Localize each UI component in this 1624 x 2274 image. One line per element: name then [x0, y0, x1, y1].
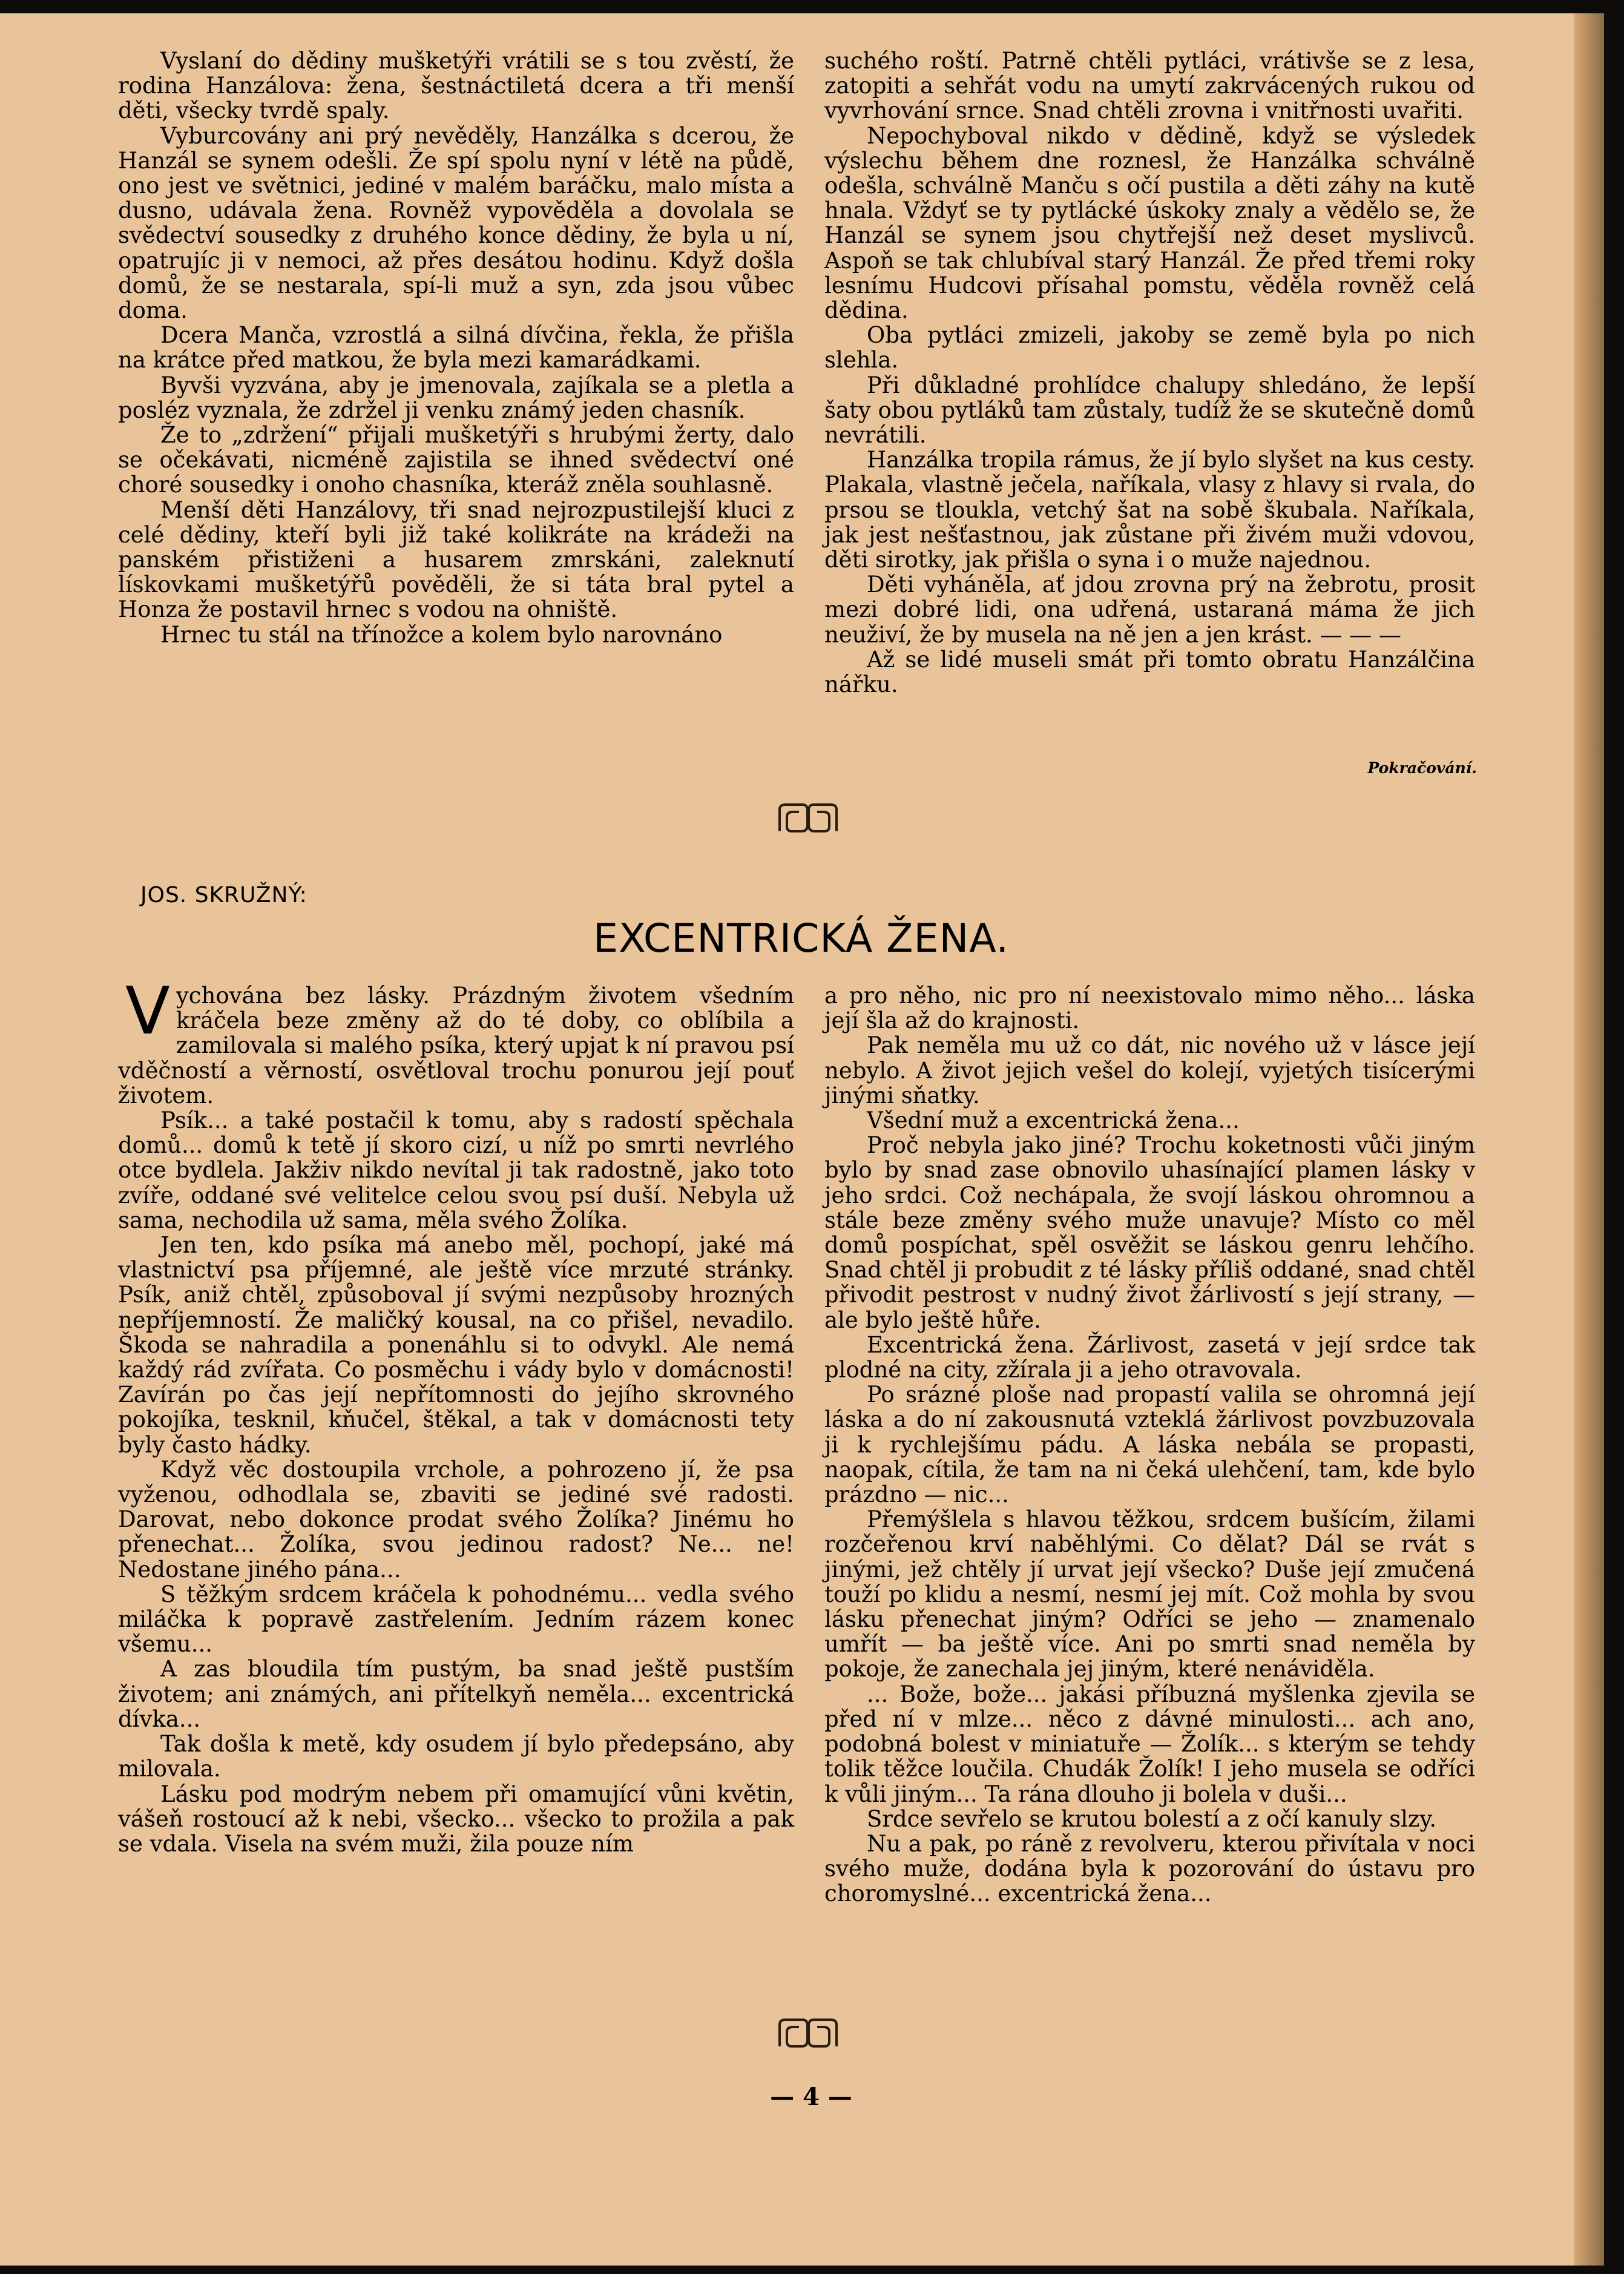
paragraph: Při důkladné prohlídce chalupy shledáno, že lepší šaty obou pytláků tam zůstaly, tudíž že se skutečně domů nevrátili. [824, 372, 1475, 449]
article-left-column [118, 974, 794, 1857]
continued-note: Pokračování. [1367, 759, 1477, 777]
paragraph: Až se lidé museli smát při tomto obratu Hanzálčina nářku. [824, 646, 1475, 698]
paragraph: Proč nebyla jako jiné? Trochu koketnosti vůči jiným bylo by snad zase obnovilo uhasínající plamen lásky v jeho srdci. Což nechápala, že svojí láskou ohromnou a stále beze změny svého muže unavuje? Místo co měl domů pospíchat, spěl osvěžit se láskou genru lehčího. Snad chtěl ji probudit z té lásky příliš oddané, snad chtěl přivodit pestrost v nudný život žárlivostí s její strany, — ale bylo ještě hůře. [824, 1132, 1475, 1333]
paragraph: Excentrická žena. Žárlivost, zasetá v její srdce tak plodné na city, zžírala ji a jeho otravovala. [824, 1331, 1475, 1383]
paragraph: Jen ten, kdo psíka má anebo měl, pochopí, jaké má vlastnictví psa příjemné, ale ještě více mrzuté stránky. Psík, aniž chtěl, způsoboval jí svými nezpůsoby hrozných nepříjemností. Že maličký kousal, na co přišel, nevadilo. Škoda se nahradila a ponenáhlu si to odvykl. Ale nemá každý rád zvířata. Co posměchu i vády bylo v domácnosti! Zavírán po čas její nepřítomnosti do jejího skrovného pokojíka, tesknil, kňučel, štěkal, a tak v domácnosti tety byly často hádky. [118, 1232, 794, 1458]
paragraph: Nepochyboval nikdo v dědině, když se výsledek výslechu během dne roznesl, že Hanzálka schválně odešla, schválně Manču s očí pustila a děti záhy na kutě hnala. Vždyť se ty pytlácké úskoky znaly a vědělo se, že Hanzál se synem jsou chytřejší než deset myslivců. Aspoň se tak chlubíval starý Hanzál. Že před třemi roky lesnímu Hudcovi přísahal pomstu, věděla rovněž celá dědina. [824, 122, 1475, 324]
paragraph: Po srázné ploše nad propastí valila se ohromná její láska a do ní zakousnutá vzteklá žárlivost povzbuzovala ji k rychlejšímu pádu. A láska nebála se propasti, naopak, cítila, že tam na ni čeká ulehčení, tam, kde bylo prázdno — nic... [824, 1382, 1475, 1508]
paragraph: Dcera Manča, vzrostlá a silná dívčina, řekla, že přišla na krátce před matkou, že byla mezi kamarádkami. [118, 322, 794, 374]
article-title: EXCENTRICKÁ ŽENA. [593, 916, 1010, 961]
paragraph: suchého roští. Patrně chtěli pytláci, vrátivše se z lesa, zatopiti a sehřát vodu na umytí zakrvácených rukou od vyvrhování srnce. Snad chtěli zrovna i vnitřnosti uvařiti. [824, 48, 1475, 124]
first-paragraph-text: ychována bez lásky. Prázdným životem všedním kráčela beze změny až do té doby, co oblíbila a zamilovala si malého psíka, který upjat k ní pravou psí vděčností a věrností, osvětloval trochu ponurou její pouť životem. [118, 983, 794, 1109]
article-right-column [824, 983, 1475, 1907]
ornament-divider-icon [775, 801, 841, 837]
paragraph: Lásku pod modrým nebem při omamující vůni květin, vášeň rostoucí až k nebi, všecko... všecko to prožila a pak se vdala. Visela na svém muži, žila pouze ním [118, 1781, 794, 1857]
paragraph: Vyburcovány ani prý nevěděly, Hanzálka s dcerou, že Hanzál se synem odešli. Že spí spolu nyní v létě na půdě, ono jest ve světnici, jediné v malém baráčku, malo místa a dusno, udávala žena. Rovněž vypověděla a dovolala se svědectví sousedky z druhého konce dědiny, že byla u ní, opatrujíc ji v nemoci, až přes desátou hodinu. Když došla domů, že se nestarala, spí-li muž a syn, zda jsou vůbec doma. [118, 122, 794, 324]
paragraph: Děti vyháněla, ať jdou zrovna prý na žebrotu, prosit mezi dobré lidi, ona udřená, ustaraná máma že jich neuživí, že by musela na ně jen a jen krást. — — — [824, 572, 1475, 648]
paragraph: Pak neměla mu už co dát, nic nového už v lásce její nebylo. A život jejich vešel do kolejí, vyjetých tisícerými jinými sňatky. [824, 1032, 1475, 1109]
story-continuation-right-column [824, 48, 1475, 697]
paragraph: Byvši vyzvána, aby je jmenovala, zajíkala se a pletla a posléz vyznala, že zdržel ji venku známý jeden chasník. [118, 372, 794, 423]
ornament-divider-icon [775, 2016, 841, 2052]
paragraph: ... Bože, bože... jakási příbuzná myšlenka zjevila se před ní v mlze... něco z dávné minulosti... ach ano, podobná bolest v miniatuře — Žolík... s kterým se tehdy tolik těžce loučila. Chudák Žolík! I jeho musela se odříci k vůli jiným... Ta rána dlouho ji bolela v duši... [824, 1681, 1475, 1807]
paragraph: Hanzálka tropila rámus, že jí bylo slyšet na kus cesty. Plakala, vlastně ječela, naříkala, vlasy z hlavy si rvala, do prsou se tloukla, vetchý šat na sobě škubala. Naříkala, jak jest nešťastnou, jak zůstane při živém muži vdovou, děti sirotky, jak přišla o syna i o muže najednou. [824, 447, 1475, 573]
paragraph: Menší děti Hanzálovy, tři snad nejrozpustilejší kluci z celé dědiny, kteří byli již také kolikráte na krádeži na panském přistiženi a husarem zmrskáni, zaleknutí lískovkami mušketýřů pověděli, že si táta bral pytel a Honza že postavil hrnec s vodou na ohniště. [118, 496, 794, 623]
paragraph: Hrnec tu stál na třínožce a kolem bylo narovnáno [160, 621, 723, 648]
paragraph: Psík... a také postačil k tomu, aby s radostí spěchala domů... domů k tetě jí skoro cizí, u níž po smrti nevrlého otce bydlela. Jakživ nikdo nevítal ji tak radostně, jako toto zvíře, oddané své velitelce celou svou psí duší. Nebyla už sama, nechodila už sama, měla svého Žolíka. [118, 1107, 794, 1233]
paragraph: Přemýšlela s hlavou těžkou, srdcem bušícím, žilami rozčeřenou krví naběhlými. Co dělat? Dál se rvát s jinými, jež chtěly jí urvat její všecko? Duše její zmučená touží po klidu a nesmí, nesmí jej mít. Což mohla by svou lásku přenechat jiným? Odříci se jeho — znamenalo umřít — ba ještě více. Ani po smrti snad neměla by pokoje, že zanechala jej jiným, které nenáviděla. [824, 1506, 1475, 1682]
author-byline: JOS. SKRUŽNÝ: [140, 883, 307, 908]
paragraph: a pro něho, nic pro ní neexistovalo mimo něho... láska její šla až do krajnosti. [824, 983, 1475, 1034]
paragraph: A zas bloudila tím pustým, ba snad ještě pustším životem; ani známých, ani přítelkyň neměla... excentrická dívka... [118, 1656, 794, 1732]
paragraph: Oba pytláci zmizeli, jakoby se země byla po nich slehla. [824, 322, 1475, 374]
paragraph: Když věc dostoupila vrchole, a pohrozeno jí, že psa vyženou, odhodlala se, zbaviti se jediné své radosti. Darovat, nebo dokonce prodat svého Žolíka? Jinému ho přenechat... Žolíka, svou jedinou radost? Ne... ne! Nedostane jiného pána... [118, 1456, 794, 1583]
paragraph: S těžkým srdcem kráčela k pohodnému... vedla svého miláčka k popravě zastřelením. Jedním rázem konec všemu... [118, 1581, 794, 1658]
page-number: — 4 — [770, 2083, 852, 2111]
paragraph: Tak došla k metě, kdy osudem jí bylo předepsáno, aby milovala. [118, 1731, 794, 1782]
paragraph: Nu a pak, po ráně z revolveru, kterou přivítala v noci svého muže, dodána byla k pozorování do ústavu pro choromyslné... excentrická žena... [824, 1830, 1475, 1907]
paragraph: Srdce sevřelo se krutou bolestí a z očí kanuly slzy. [867, 1805, 1437, 1832]
drop-cap: V [125, 974, 170, 1049]
paragraph: Vyslaní do dědiny mušketýři vrátili se s tou zvěstí, že rodina Hanzálova: žena, šestnáctiletá dcera a tři menší děti, všecky tvrdě spaly. [118, 48, 794, 124]
paragraph: Všední muž a excentrická žena... [867, 1107, 1240, 1134]
page-edge [1574, 13, 1604, 2266]
story-continuation-left-column [118, 48, 794, 647]
first-paragraph [118, 974, 794, 1109]
paragraph: Že to „zdržení“ přijali mušketýři s hrubými žerty, dalo se očekávati, nicméně zajistila se ihned svědectví oné choré sousedky i onoho chasníka, kteráž zněla souhlasně. [118, 422, 794, 498]
